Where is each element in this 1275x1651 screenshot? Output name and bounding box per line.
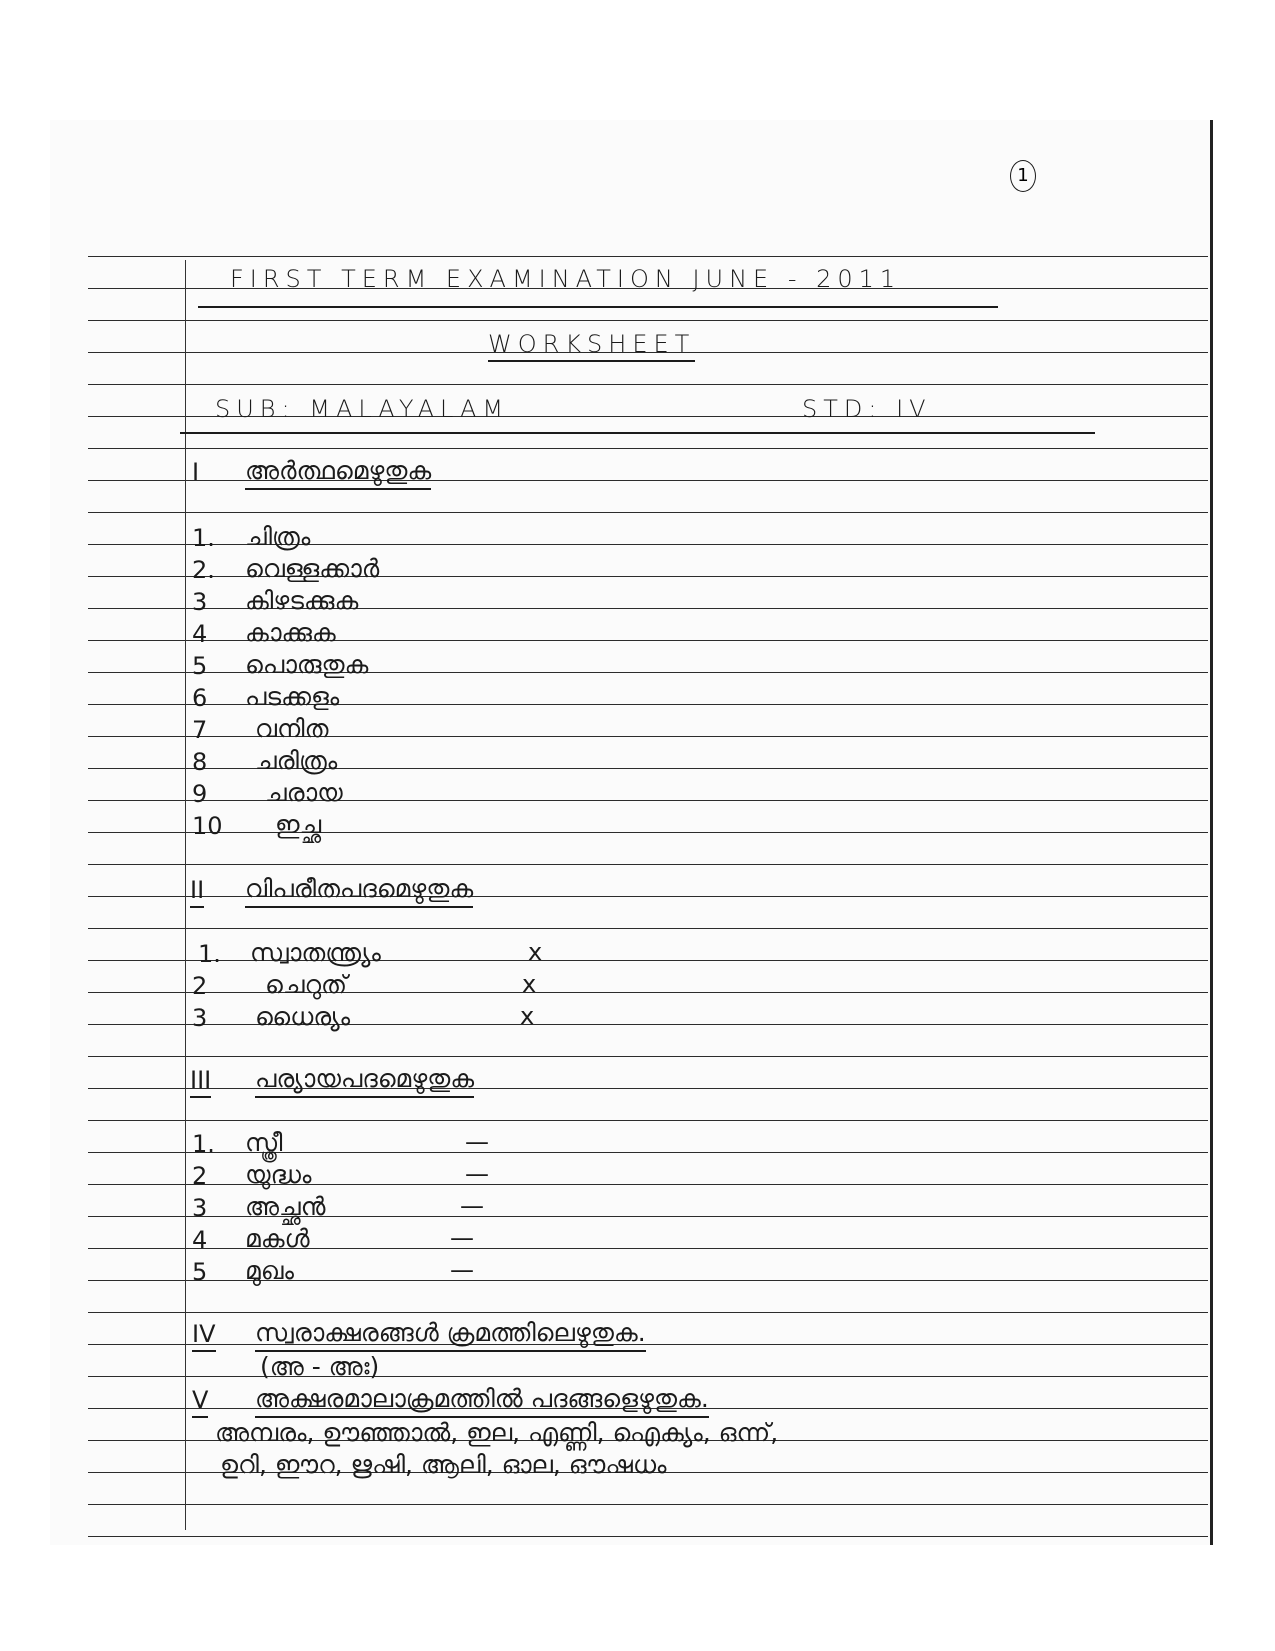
section-heading: സ്വരാക്ഷരങ്ങൾ ക്രമത്തിലെഴുതുക. bbox=[255, 1318, 646, 1352]
item-number: 5 bbox=[192, 652, 208, 680]
item-word: ചിത്രം bbox=[245, 522, 311, 551]
section-heading: പര്യായപദമെഴുതുക bbox=[255, 1064, 474, 1098]
item-word: മുഖം bbox=[245, 1256, 294, 1285]
item-mark: — bbox=[460, 1192, 484, 1220]
item-number: 1. bbox=[192, 1130, 215, 1158]
item-number: 2 bbox=[192, 1162, 208, 1190]
word-list-line-2: ഉറി, ഈറ, ഋഷി, ആലി, ഓല, ഔഷധം bbox=[220, 1450, 667, 1479]
item-word: പടക്കളം bbox=[245, 682, 340, 711]
item-number: 9 bbox=[192, 780, 208, 808]
section-numeral: I bbox=[192, 458, 200, 486]
item-mark: — bbox=[450, 1224, 474, 1252]
item-number: 8 bbox=[192, 748, 208, 776]
item-word: ധൈര്യം bbox=[255, 1002, 351, 1031]
item-word: ചരിത്രം bbox=[255, 746, 338, 775]
standard-label: STD: IV bbox=[802, 395, 932, 423]
item-mark: x bbox=[522, 970, 537, 998]
item-number: 2 bbox=[192, 972, 208, 1000]
section-note: (അ - അഃ) bbox=[260, 1352, 380, 1381]
worksheet-page bbox=[50, 120, 1213, 1545]
item-mark: — bbox=[465, 1128, 489, 1156]
exam-title: FIRST TERM EXAMINATION JUNE - 2011 bbox=[230, 265, 902, 293]
item-word: ചരായ bbox=[265, 778, 343, 807]
margin-line bbox=[185, 260, 186, 1530]
item-number: 5 bbox=[192, 1258, 208, 1286]
item-word: വനിത bbox=[255, 714, 329, 743]
item-number: 1. bbox=[192, 524, 215, 552]
section-heading: വിപരീതപദമെഴുതുക bbox=[245, 874, 473, 908]
item-word: വെള്ളക്കാർ bbox=[245, 554, 380, 583]
item-number: 7 bbox=[192, 716, 208, 744]
item-mark: x bbox=[520, 1002, 535, 1030]
item-number: 4 bbox=[192, 620, 208, 648]
item-word: സ്വാതന്ത്ര്യം bbox=[250, 938, 381, 967]
item-number: 2. bbox=[192, 556, 215, 584]
item-number: 3 bbox=[192, 1004, 208, 1032]
worksheet-title: WORKSHEET bbox=[488, 330, 695, 362]
item-word: കിഴടക്കുക bbox=[245, 586, 359, 615]
item-number: 6 bbox=[192, 684, 208, 712]
subject-label: SUB: MALAYALAM bbox=[215, 395, 510, 423]
item-mark: — bbox=[450, 1256, 474, 1284]
item-number: 3 bbox=[192, 588, 208, 616]
section-numeral: III bbox=[190, 1066, 211, 1098]
section-numeral: V bbox=[192, 1386, 208, 1418]
word-list-line-1: അമ്പരം, ഊഞ്ഞാൽ, ഇല, എണ്ണി, ഐക്യം, ഒന്ന്, bbox=[215, 1418, 779, 1447]
item-word: മകൾ bbox=[245, 1224, 310, 1253]
section-numeral: IV bbox=[192, 1320, 216, 1352]
item-word: യുദ്ധം bbox=[245, 1160, 312, 1189]
item-mark: x bbox=[528, 938, 543, 966]
item-number: 1. bbox=[198, 940, 221, 968]
section-heading: അക്ഷരമാലാക്രമത്തിൽ പദങ്ങളെഴുതുക. bbox=[255, 1384, 709, 1418]
item-mark: — bbox=[465, 1160, 489, 1188]
page-number: 1 bbox=[1010, 160, 1036, 192]
item-number: 3 bbox=[192, 1194, 208, 1222]
section-numeral: II bbox=[190, 876, 204, 908]
item-number: 4 bbox=[192, 1226, 208, 1254]
item-word: സ്ത്രീ bbox=[245, 1128, 283, 1157]
item-word: ഇച്ഛ bbox=[275, 810, 322, 839]
section-heading: അർത്ഥമെഴുതുക bbox=[245, 456, 431, 490]
item-word: അച്ഛൻ bbox=[245, 1192, 326, 1221]
item-number: 10 bbox=[192, 812, 223, 840]
item-word: പൊരുതുക bbox=[245, 650, 369, 679]
item-word: ചെറുത് bbox=[265, 970, 348, 999]
item-word: കാക്കുക bbox=[245, 618, 336, 647]
